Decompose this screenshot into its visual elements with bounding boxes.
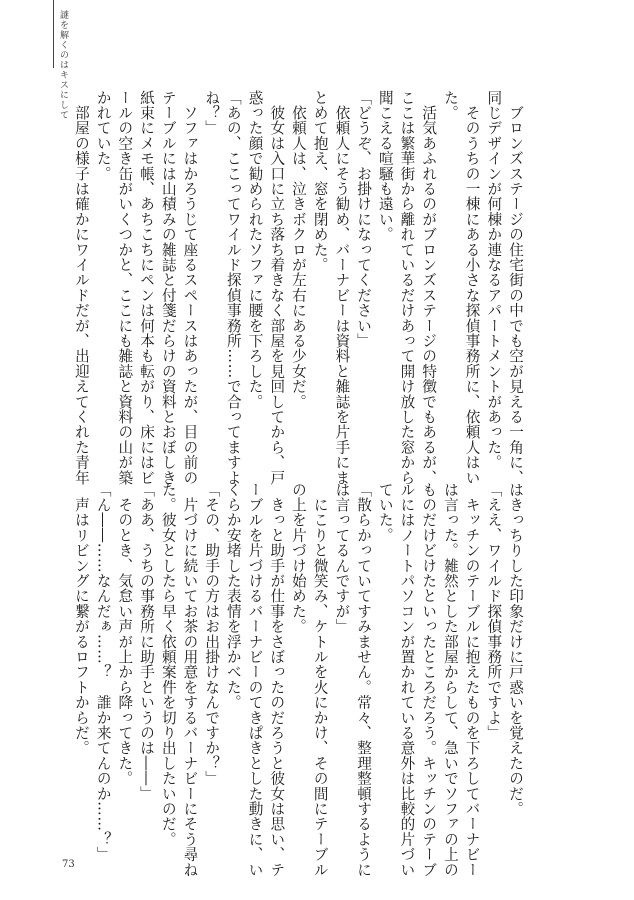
text-line: 聞こえる喧騒も遠い。: [376, 90, 394, 242]
text-line: ブロンズステージの住宅街の中でも空が見える一角に、: [507, 90, 524, 486]
text-line: 「散らかっていてすみません。常々、整理整頓するように: [355, 482, 373, 878]
text-line: はきっちりした印象だけに戸惑いを覚えたのだ。: [507, 482, 524, 817]
text-line: 依頼人にそう勧め、バーナビーは資料と雑誌を片手にま: [333, 90, 351, 486]
text-line: 「ん――……なんだぁ……？ 誰か来てんのか……？」: [94, 482, 112, 862]
text-line: くらか安堵した表情を浮かべた。: [224, 482, 242, 710]
header-rule: [53, 0, 54, 68]
text-line: 片づけに続いてお茶の用意をするバーナビーにそう尋ね: [181, 482, 199, 878]
text-line: ルにはノートパソコンが置かれている意外は比較的片づい: [398, 482, 416, 878]
text-line: 彼女は入口に立ち落ち着きなく部屋を見回してから、戸: [268, 90, 286, 486]
page-number: 73: [62, 859, 75, 870]
text-line: た。: [441, 90, 459, 121]
text-line: ものだけどけたといったところだろう。キッチンのテーブ: [420, 482, 438, 878]
text-line: ソファはかろうじて座るスペースはあったが、目の前の: [181, 90, 199, 486]
text-line: 同じデザインが何棟か連なるアパートメントがあった。: [485, 90, 503, 470]
text-line: 声はリビングに繋がるロフトからだ。: [72, 482, 90, 756]
text-line: テーブルには山積みの雑誌と付箋だらけの資料とおぼしき: [159, 90, 177, 486]
text-line: ここは繁華街から離れているだけあって開け放した窓から: [398, 90, 416, 486]
text-line: 活気あふれるのがブロンズステージの特徴でもあるが、: [420, 90, 438, 486]
text-line: ていた。: [376, 482, 394, 543]
text-line: は言った。雑然とした部屋からして、急いでソファの上の: [441, 482, 459, 878]
text-line: 紙束にメモ帳、あちこちにペンは何本も転がり、床にはビ: [138, 90, 156, 486]
text-line: 「あの、ここってワイルド探偵事務所……で合ってますよ: [224, 90, 242, 486]
text-line: 部屋の様子は確かにワイルドだが、出迎えてくれた青年: [72, 90, 90, 486]
text-line: きっと助手が仕事をさぼったのだろうと彼女は思い、テ: [268, 482, 286, 878]
text-line: 「ああ、うちの事務所に助手というのは――」: [138, 482, 156, 802]
text-line: 「どうぞ、お掛けになってください」: [355, 90, 373, 349]
text-line: は言ってるんですが」: [333, 482, 351, 634]
text-line: 惑った顔で勧められたソファに腰を下ろした。: [246, 90, 264, 410]
text-line: とめて抱え、窓を閉めた。: [311, 90, 329, 273]
text-line: 「ええ、ワイルド探偵事務所ですよ」: [485, 482, 503, 741]
text-block-top: [66, 90, 526, 486]
text-line: かれていた。: [94, 90, 112, 182]
running-header: 謎を解くのはキスにして: [58, 10, 68, 120]
text-line: にこりと微笑み、ケトルを火にかけ、その間にテーブル: [311, 482, 329, 878]
text-line: の上を片づけ始めた。: [289, 482, 307, 634]
text-line: そのうちの一棟にある小さな探偵事務所に、依頼人はい: [463, 90, 481, 486]
text-line: ールの空き缶がいくつかと、ここにも雑誌と資料の山が築: [116, 90, 134, 486]
text-line: 依頼人は、泣きボクロが左右にある少女だ。: [289, 90, 307, 410]
text-line: キッチンのテーブルに抱えたものを下ろしてバーナビー: [463, 482, 481, 878]
text-line: た。彼女としたら早く依頼案件を切り出したいのだ。: [159, 482, 177, 847]
text-line: 「その、助手の方はお出掛けなんですか？」: [203, 482, 221, 786]
text-line: ーブルを片づけるバーナビーのてきぱきとした動きに、い: [246, 482, 264, 878]
text-line: ね？」: [203, 90, 221, 136]
text-line: そのとき、気怠い声が上から降ってきた。: [116, 482, 134, 786]
